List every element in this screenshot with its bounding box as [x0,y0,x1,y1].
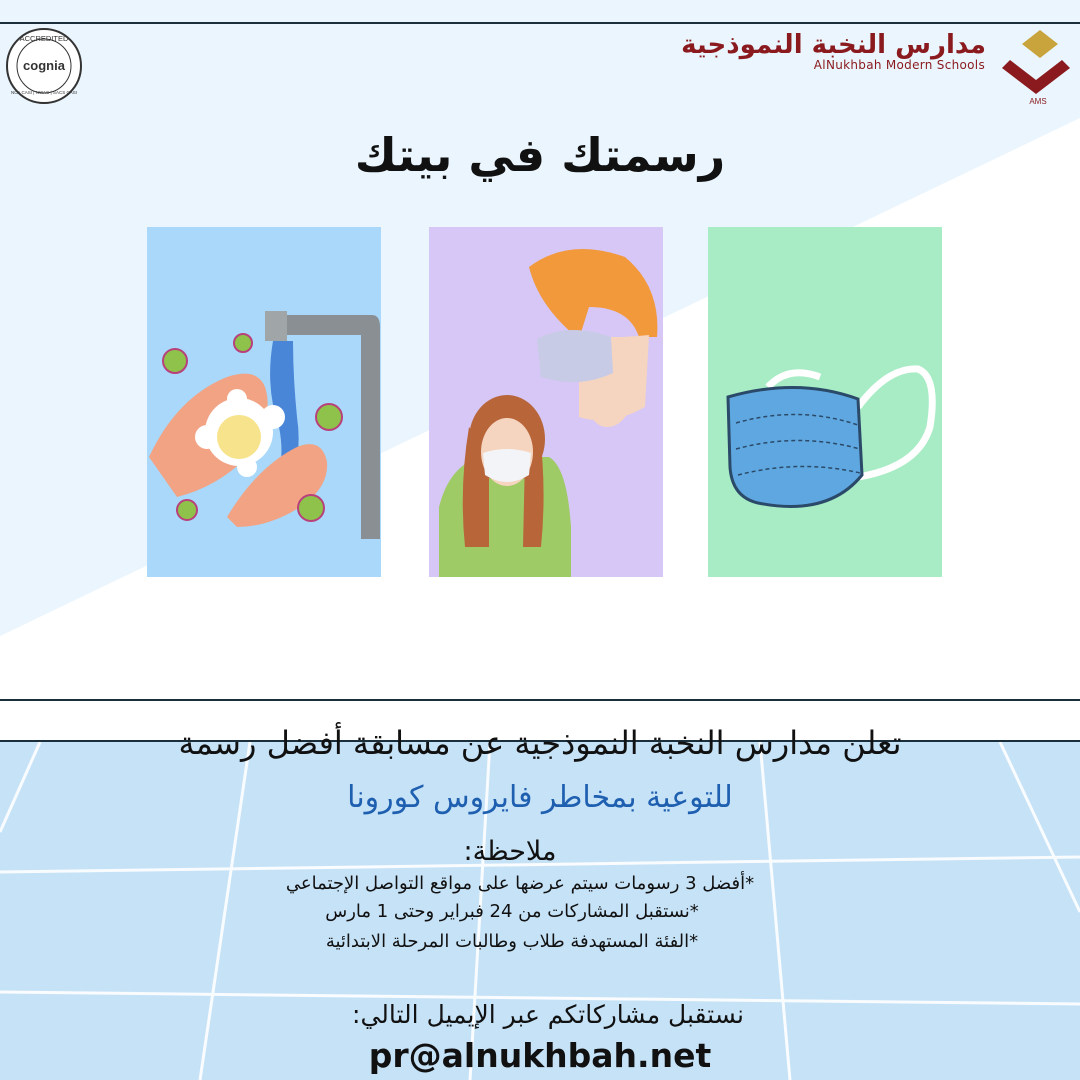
seal-bottom-text: NCA CASI | NWAC | SACS CASI [11,90,77,95]
school-name-arabic: مدارس النخبة النموذجية [681,30,986,60]
ams-logo [1000,26,1072,106]
announcement-line: تعلن مدارس النخبة النموذجية عن مسابقة أفضل رسمة [178,724,902,762]
page-title: رسمتك في بيتك [354,128,726,182]
panel-handwash [147,227,381,577]
face-mask-icon [708,227,942,577]
note-item: *أفضل 3 رسومات سيتم عرضها على مواقع التواصل الإجتماعي [285,873,755,894]
panel-face-mask [708,227,942,577]
hand-washing-virus-icon [147,227,381,577]
note-item: *الفئة المستهدفة طلاب وطالبات المرحلة الابتدائية [325,931,699,952]
school-name-english: AlNukhbah Modern Schools [813,58,985,72]
top-divider [0,22,1080,24]
note-item: *نستقبل المشاركات من 24 فبراير وحتى 1 مارس [325,901,699,922]
email-address[interactable]: pr@alnukhbah.net [368,1036,712,1075]
middle-divider [0,699,1080,701]
announcement-subtitle: للتوعية بمخاطر فايروس كورونا [347,780,733,815]
note-title: ملاحظة: [463,836,557,867]
panel-people-masks [429,227,663,577]
cognia-accreditation-seal [4,26,84,106]
seal-top-text: ACCREDITED [19,34,69,43]
email-label: نستقبل مشاركاتكم عبر الإيميل التالي: [352,1000,744,1029]
people-wearing-masks-icon [429,227,663,577]
ams-initials: AMS [1029,97,1047,106]
seal-brand-text: cognia [23,58,65,73]
